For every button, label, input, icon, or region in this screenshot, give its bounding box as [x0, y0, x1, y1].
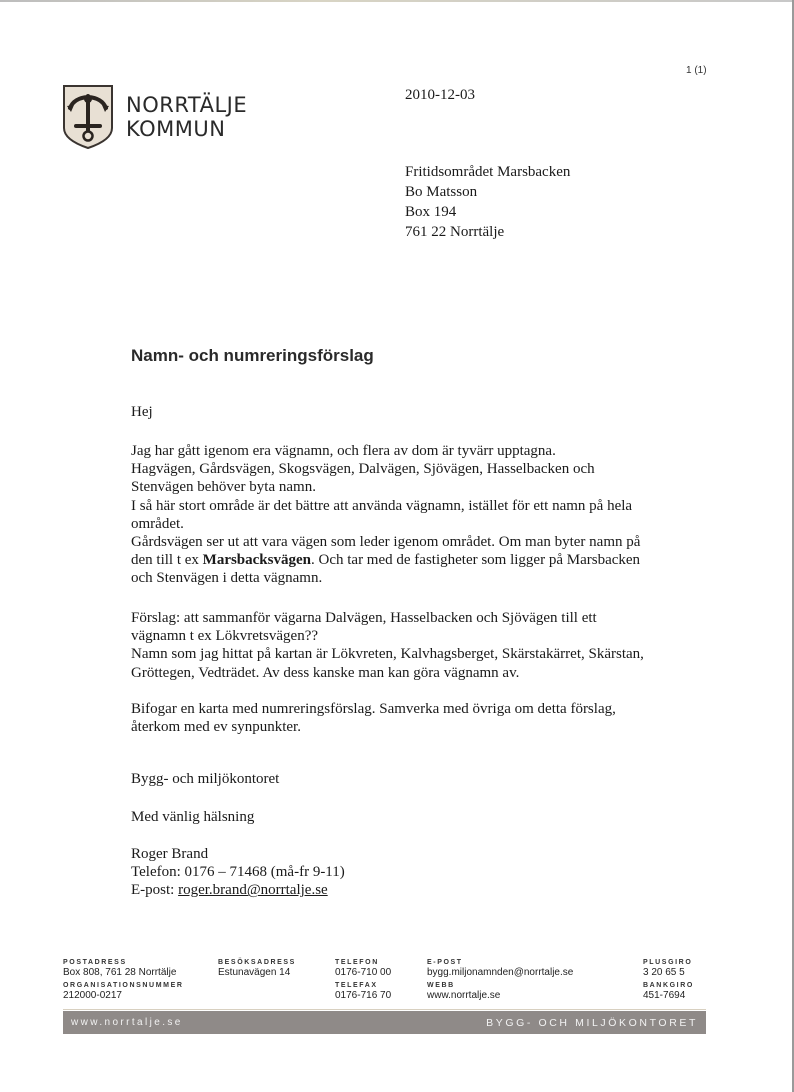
- text-line: Stenvägen behöver byta namn.: [131, 479, 316, 496]
- text-line: vägnamn t ex Lökvretsvägen??: [131, 628, 319, 645]
- text-fragment: . Och tar med de fastigheter som ligger på Marsbacken: [311, 552, 641, 569]
- text-line: återkom med ev synpunkter.: [131, 719, 301, 736]
- recipient-line: Box 194: [405, 204, 457, 220]
- text-line: Förslag: att sammanför vägarna Dalvägen, Hasselbacken och Sjövägen till ett: [131, 610, 597, 626]
- text-fragment: den till t ex: [131, 552, 203, 569]
- footer-value: 212000-0217: [63, 990, 122, 1001]
- footer-label: PLUSGIRO: [643, 959, 693, 966]
- footer-bar-department: BYGG- OCH MILJÖKONTORET: [486, 1016, 698, 1029]
- text-line: Gårdsvägen ser ut att vara vägen som leder igenom området. Om man byter namn på: [131, 534, 641, 551]
- footer-value: 0176-710 00: [335, 967, 392, 978]
- letter-subject: Namn- och numreringsförslag: [131, 346, 374, 365]
- footer-bar-website[interactable]: www.norrtalje.se: [71, 1017, 183, 1028]
- footer-col-giro: [643, 958, 694, 1004]
- footer-label: WEBB: [427, 982, 455, 989]
- paragraph-2: [131, 609, 691, 682]
- footer-col-postadress: [63, 958, 184, 1004]
- department: Bygg- och miljökontoret: [131, 771, 280, 787]
- org-name-line1: NORRTÄLJE: [126, 93, 248, 117]
- footer-label: POSTADRESS: [63, 959, 127, 966]
- text-line: Gröttegen, Vedträdet. Av dess kanske man kan göra vägnamn av.: [131, 664, 520, 681]
- signer-phone: Telefon: 0176 – 71468 (må-fr 9-11): [131, 864, 345, 881]
- signer-email-line: [131, 881, 691, 899]
- footer-col-epost: [427, 958, 573, 1004]
- page-number: 1 (1): [686, 65, 707, 76]
- footer-label: BANKGIRO: [643, 982, 694, 989]
- text-line: området.: [131, 515, 184, 532]
- footer-label: TELEFAX: [335, 982, 378, 989]
- footer-value: Estunavägen 14: [218, 967, 291, 978]
- text-line: Jag har gått igenom era vägnamn, och flera av dom är tyvärr upptagna.: [131, 443, 556, 459]
- footer-website[interactable]: www.norrtalje.se: [427, 990, 501, 1001]
- municipality-logo: [62, 84, 247, 150]
- footer-email[interactable]: bygg.miljonamnden@norrtalje.se: [427, 967, 574, 978]
- suggested-road-name: Marsbacksvägen: [202, 552, 311, 569]
- email-label: E-post:: [131, 882, 179, 899]
- footer-value: 3 20 65 5: [643, 967, 685, 978]
- footer-label: ORGANISATIONSNUMMER: [63, 982, 184, 989]
- footer-col-besoksadress: [218, 958, 296, 981]
- recipient-address: [405, 162, 570, 242]
- email-link[interactable]: roger.brand@norrtalje.se: [178, 882, 328, 899]
- footer-label: E-POST: [427, 959, 463, 966]
- text-line: och Stenvägen i detta vägnamn.: [131, 570, 323, 587]
- signature-block: [131, 845, 691, 900]
- signer-name: Roger Brand: [131, 846, 209, 862]
- text-line: [131, 551, 691, 569]
- anchor-shield-icon: [62, 84, 114, 150]
- footer-divider: [63, 1009, 706, 1010]
- recipient-line: Bo Matsson: [405, 184, 478, 200]
- page-edge-top: [0, 0, 794, 2]
- paragraph-1: [131, 442, 691, 588]
- footer-value: 0176-716 70: [335, 990, 392, 1001]
- footer-value: 451-7694: [643, 990, 686, 1001]
- letter-date: 2010-12-03: [405, 87, 475, 103]
- footer-col-telefon: [335, 958, 391, 1004]
- greeting: Hej: [131, 404, 153, 420]
- recipient-line: 761 22 Norrtälje: [405, 224, 505, 240]
- footer-label: BESÖKSADRESS: [218, 959, 296, 966]
- text-line: Hagvägen, Gårdsvägen, Skogsvägen, Dalvägen, Sjövägen, Hasselbacken och: [131, 461, 595, 478]
- closing: Med vänlig hälsning: [131, 809, 255, 825]
- footer-bar: [63, 1011, 706, 1034]
- org-name-line2: KOMMUN: [126, 117, 226, 141]
- footer-label: TELEFON: [335, 959, 379, 966]
- text-line: Bifogar en karta med numreringsförslag. Samverka med övriga om detta förslag,: [131, 701, 616, 717]
- text-line: Namn som jag hittat på kartan är Lökvreten, Kalvhagsberget, Skärstakärret, Skärstan,: [131, 646, 644, 663]
- paragraph-3: [131, 700, 691, 736]
- footer-value: Box 808, 761 28 Norrtälje: [63, 967, 177, 978]
- text-line: I så här stort område är det bättre att använda vägnamn, istället för ett namn på hela: [131, 497, 633, 514]
- recipient-line: Fritidsområdet Marsbacken: [405, 164, 571, 180]
